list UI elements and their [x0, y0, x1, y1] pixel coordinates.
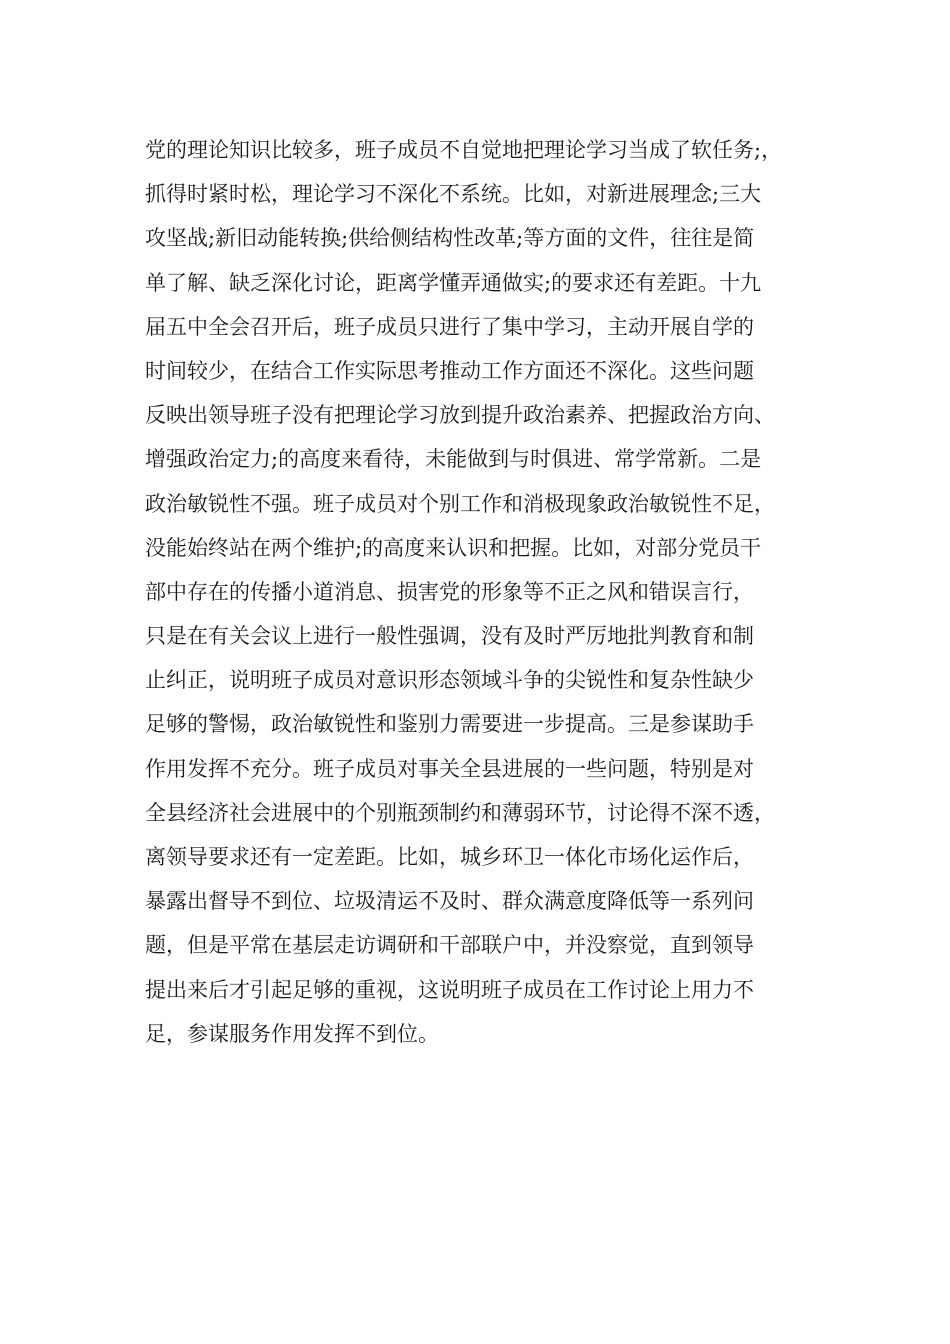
text-line: 提出来后才引起足够的重视，这说明班子成员在工作讨论上用力不 — [145, 977, 754, 1002]
text-line: 作用发挥不充分。班子成员对事关全县进展的一些问题，特别是对 — [145, 756, 754, 781]
body-paragraph — [145, 128, 845, 1056]
text-line: 政治敏锐性不强。班子成员对个别工作和消极现象政治敏锐性不足， — [145, 491, 775, 516]
text-line: 单了解、缺乏深化讨论，距离学懂弄通做实;的要求还有差距。十九 — [145, 270, 762, 295]
text-line: 只是在有关会议上进行一般性强调，没有及时严厉地批判教育和制 — [145, 624, 754, 649]
text-line: 时间较少，在结合工作实际思考推动工作方面还不深化。这些问题 — [145, 358, 754, 383]
text-line: 增强政治定力;的高度来看待，未能做到与时俱进、常学常新。二是 — [145, 447, 762, 472]
text-line: 抓得时紧时松，理论学习不深化不系统。比如，对新进展理念;三大 — [145, 182, 762, 207]
text-line: 止纠正，说明班子成员对意识形态领域斗争的尖锐性和复杂性缺少 — [145, 668, 754, 693]
text-line: 攻坚战;新旧动能转换;供给侧结构性改革;等方面的文件，往往是简 — [145, 226, 755, 251]
text-line: 部中存在的传播小道消息、损害党的形象等不正之风和错误言行， — [145, 579, 754, 604]
text-line: 足，参谋服务作用发挥不到位。 — [145, 1021, 439, 1046]
text-line: 党的理论知识比较多，班子成员不自觉地把理论学习当成了软任务;， — [145, 138, 783, 162]
text-line: 全县经济社会进展中的个别瓶颈制约和薄弱环节，讨论得不深不透， — [145, 800, 775, 825]
text-line: 暴露出督导不到位、垃圾清运不及时、群众满意度降低等一系列问 — [145, 889, 754, 914]
text-line: 离领导要求还有一定差距。比如，城乡环卫一体化市场化运作后， — [145, 845, 754, 869]
text-line: 反映出领导班子没有把理论学习放到提升政治素养、把握政治方向、 — [145, 403, 775, 428]
text-line: 题，但是平常在基层走访调研和干部联户中，并没察觉，直到领导 — [145, 933, 754, 958]
text-line: 届五中全会召开后，班子成员只进行了集中学习，主动开展自学的 — [145, 314, 754, 339]
text-line: 没能始终站在两个维护;的高度来认识和把握。比如，对部分党员干 — [145, 535, 762, 560]
text-line: 足够的警惕，政治敏锐性和鉴别力需要进一步提高。三是参谋助手 — [145, 712, 754, 737]
